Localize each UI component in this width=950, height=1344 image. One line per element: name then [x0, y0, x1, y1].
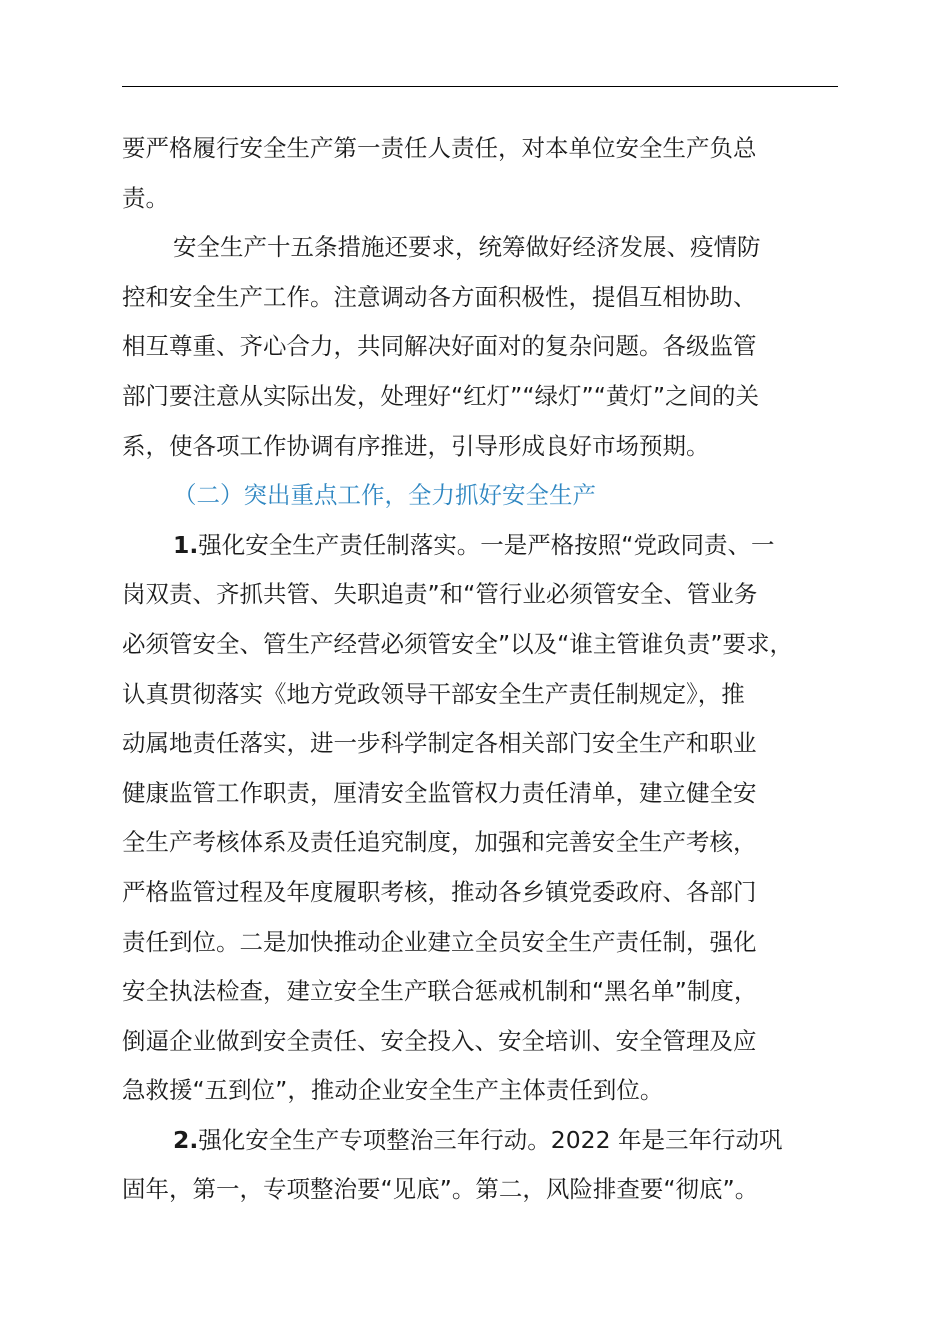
text-line: 部门要注意从实际出发，处理好“红灯”“绿灯”“黄灯”之间的关 — [122, 381, 760, 410]
text-line: 相互尊重、齐心合力，共同解决好面对的复杂问题。各级监管 — [122, 332, 757, 361]
text-line: 安全执法检查，建立安全生产联合惩戒机制和“黑名单”制度， — [122, 977, 758, 1006]
section-heading: （二）突出重点工作，全力抓好安全生产 — [173, 481, 596, 510]
document-body — [122, 124, 838, 1215]
text-line: 严格监管过程及年度履职考核，推动各乡镇党委政府、各部门 — [122, 877, 757, 906]
text-line: 动属地责任落实，进一步科学制定各相关部门安全生产和职业 — [122, 729, 757, 758]
paragraph-start: 安全生产十五条措施还要求，统筹做好经济发展、疫情防 — [173, 233, 761, 262]
text-line: 急救援“五到位”，推动企业安全生产主体责任到位。 — [122, 1076, 664, 1105]
item-text: 强化安全生产专项整治三年行动。2022 年是三年行动巩 — [198, 1125, 783, 1154]
item-text: 强化安全生产责任制落实。一是严格按照“党政同责、一 — [198, 530, 775, 559]
text-line: 健康监管工作职责，厘清安全监管权力责任清单，建立健全安 — [122, 778, 757, 807]
numbered-item-start — [122, 521, 838, 571]
text-line: 倒逼企业做到安全责任、安全投入、安全培训、安全管理及应 — [122, 1026, 757, 1055]
text-line: 控和安全生产工作。注意调动各方面积极性，提倡互相协助、 — [122, 282, 757, 311]
item-number: 1. — [173, 530, 199, 559]
text-line: 责任到位。二是加快推动企业建立全员安全生产责任制，强化 — [122, 927, 757, 956]
item-number: 2. — [173, 1125, 199, 1154]
text-line: 岗双责、齐抓共管、失职追责”和“管行业必须管安全、管业务 — [122, 580, 758, 609]
header-rule — [122, 86, 838, 87]
text-line: 固年，第一，专项整治要“见底”。第二，风险排查要“彻底”。 — [122, 1175, 759, 1204]
text-line: 系，使各项工作协调有序推进，引导形成良好市场预期。 — [122, 431, 710, 460]
numbered-item-start — [122, 1116, 838, 1166]
text-line: 要严格履行安全生产第一责任人责任，对本单位安全生产负总 — [122, 134, 757, 162]
text-line: 必须管安全、管生产经营必须管安全”以及“谁主管谁负责”要求， — [122, 629, 794, 658]
text-line: 认真贯彻落实《地方党政领导干部安全生产责任制规定》，推 — [122, 679, 745, 708]
text-line: 责。 — [122, 183, 169, 212]
text-line: 全生产考核体系及责任追究制度，加强和完善安全生产考核， — [122, 828, 757, 857]
